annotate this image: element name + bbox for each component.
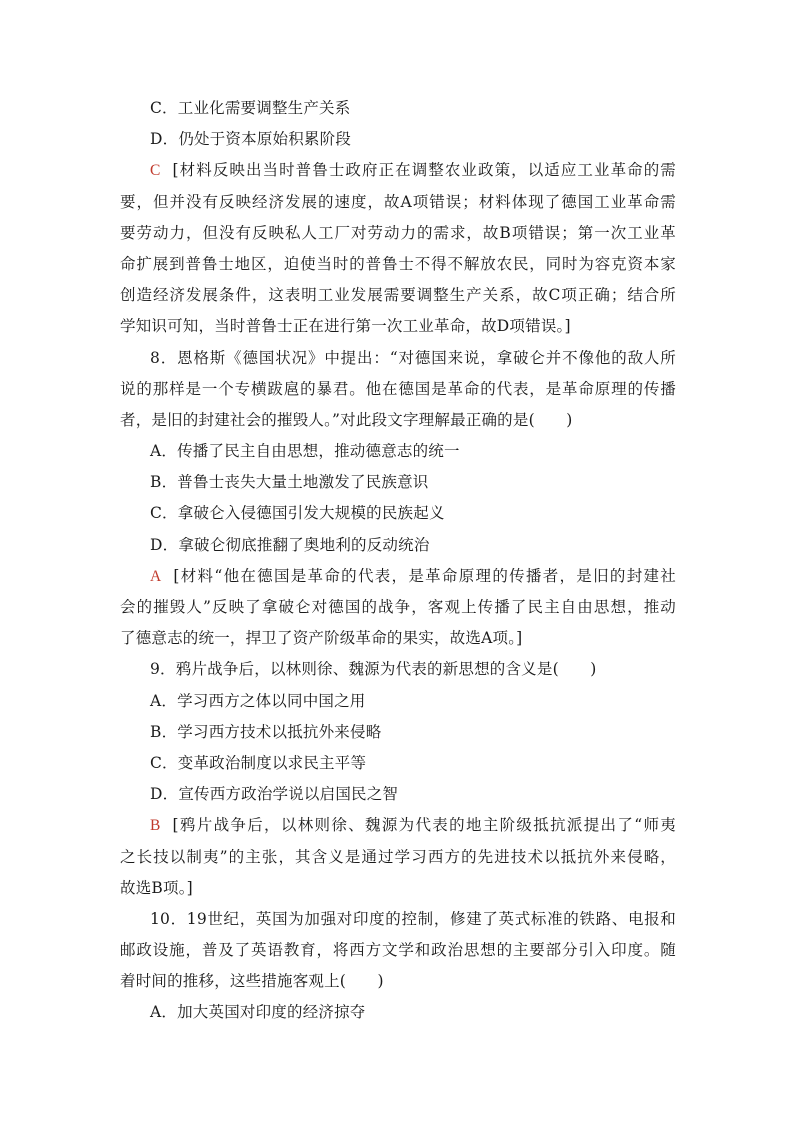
answer-key-letter: B bbox=[150, 817, 161, 835]
answer-explanation bbox=[120, 561, 676, 592]
paragraph-line: 者，是旧的封建社会的摧毁人。”对此段文字理解最正确的是( ) bbox=[120, 410, 573, 429]
answer-option: A．传播了民主自由思想，推动德意志的统一 bbox=[150, 442, 460, 461]
answer-key-letter: C bbox=[150, 162, 161, 180]
answer-explanation-text: [材料“他在德国是革命的代表，是革命原理的传播者，是旧的封建社 bbox=[173, 566, 676, 585]
paragraph-line: 创造经济发展条件，这表明工业发展需要调整生产关系，故C项正确；结合所 bbox=[120, 286, 676, 305]
paragraph-line: 命扩展到普鲁士地区，迫使当时的普鲁士不得不解放农民，同时为容克资本家 bbox=[120, 254, 676, 273]
answer-option: C．工业化需要调整生产关系 bbox=[150, 99, 351, 117]
paragraph-line: 了德意志的统一，捍卫了资产阶级革命的果实，故选A项。] bbox=[120, 629, 523, 648]
paragraph-line: 要，但并没有反映经济发展的速度，故A项错误；材料体现了德国工业革命需 bbox=[120, 192, 676, 211]
question-stem: 8．恩格斯《德国状况》中提出：“对德国来说，拿破仑并不像他的敌人所 bbox=[150, 348, 676, 367]
answer-explanation-text: [材料反映出当时普鲁士政府正在调整农业政策，以适应工业革命的需 bbox=[172, 161, 676, 180]
paragraph-line: 要劳动力，但没有反映私人工厂对劳动力的需求，故B项错误；第一次工业革 bbox=[120, 223, 676, 242]
answer-option: C．变革政治制度以求民主平等 bbox=[150, 753, 367, 772]
paragraph-line: 着时间的推移，这些措施客观上( ) bbox=[120, 972, 384, 991]
answer-option: D．拿破仑彻底推翻了奥地利的反动统治 bbox=[150, 535, 430, 554]
answer-option: C．拿破仑入侵德国引发大规模的民族起义 bbox=[150, 504, 445, 523]
answer-option: D．仍处于资本原始积累阶段 bbox=[150, 130, 352, 149]
question-stem: 9．鸦片战争后，以林则徐、魏源为代表的新思想的含义是( ) bbox=[150, 660, 597, 679]
answer-option: B．学习西方技术以抵抗外来侵略 bbox=[150, 722, 382, 741]
answer-option: A．学习西方之体以同中国之用 bbox=[150, 691, 366, 710]
page-content bbox=[120, 93, 676, 1029]
paragraph-line: 之长技以制夷”的主张，其含义是通过学习西方的先进技术以抵抗外来侵略， bbox=[120, 847, 676, 866]
paragraph-line: 故选B项。] bbox=[120, 878, 193, 897]
paragraph-line: 说的那样是一个专横跋扈的暴君。他在德国是革命的代表，是革命原理的传播 bbox=[120, 379, 676, 398]
paragraph-line: 会的摧毁人”反映了拿破仑对德国的战争，客观上传播了民主自由思想，推动 bbox=[120, 598, 676, 616]
answer-explanation bbox=[120, 810, 676, 841]
question-stem: 10．19世纪，英国为加强对印度的控制，修建了英式标准的铁路、电报和 bbox=[150, 909, 676, 928]
answer-explanation bbox=[120, 155, 676, 186]
answer-option: D．宣传西方政治学说以启国民之智 bbox=[150, 785, 399, 804]
answer-explanation-text: [鸦片战争后，以林则徐、魏源为代表的地主阶级抵抗派提出了“师夷 bbox=[172, 816, 676, 835]
answer-option: A．加大英国对印度的经济掠夺 bbox=[150, 1003, 366, 1022]
answer-key-letter: A bbox=[150, 567, 162, 585]
paragraph-line: 学知识可知，当时普鲁士正在进行第一次工业革命，故D项错误。] bbox=[120, 317, 571, 336]
paragraph-line: 邮政设施，普及了英语教育，将西方文学和政治思想的主要部分引入印度。随 bbox=[120, 941, 676, 960]
answer-option: B．普鲁士丧失大量土地激发了民族意识 bbox=[150, 473, 429, 492]
